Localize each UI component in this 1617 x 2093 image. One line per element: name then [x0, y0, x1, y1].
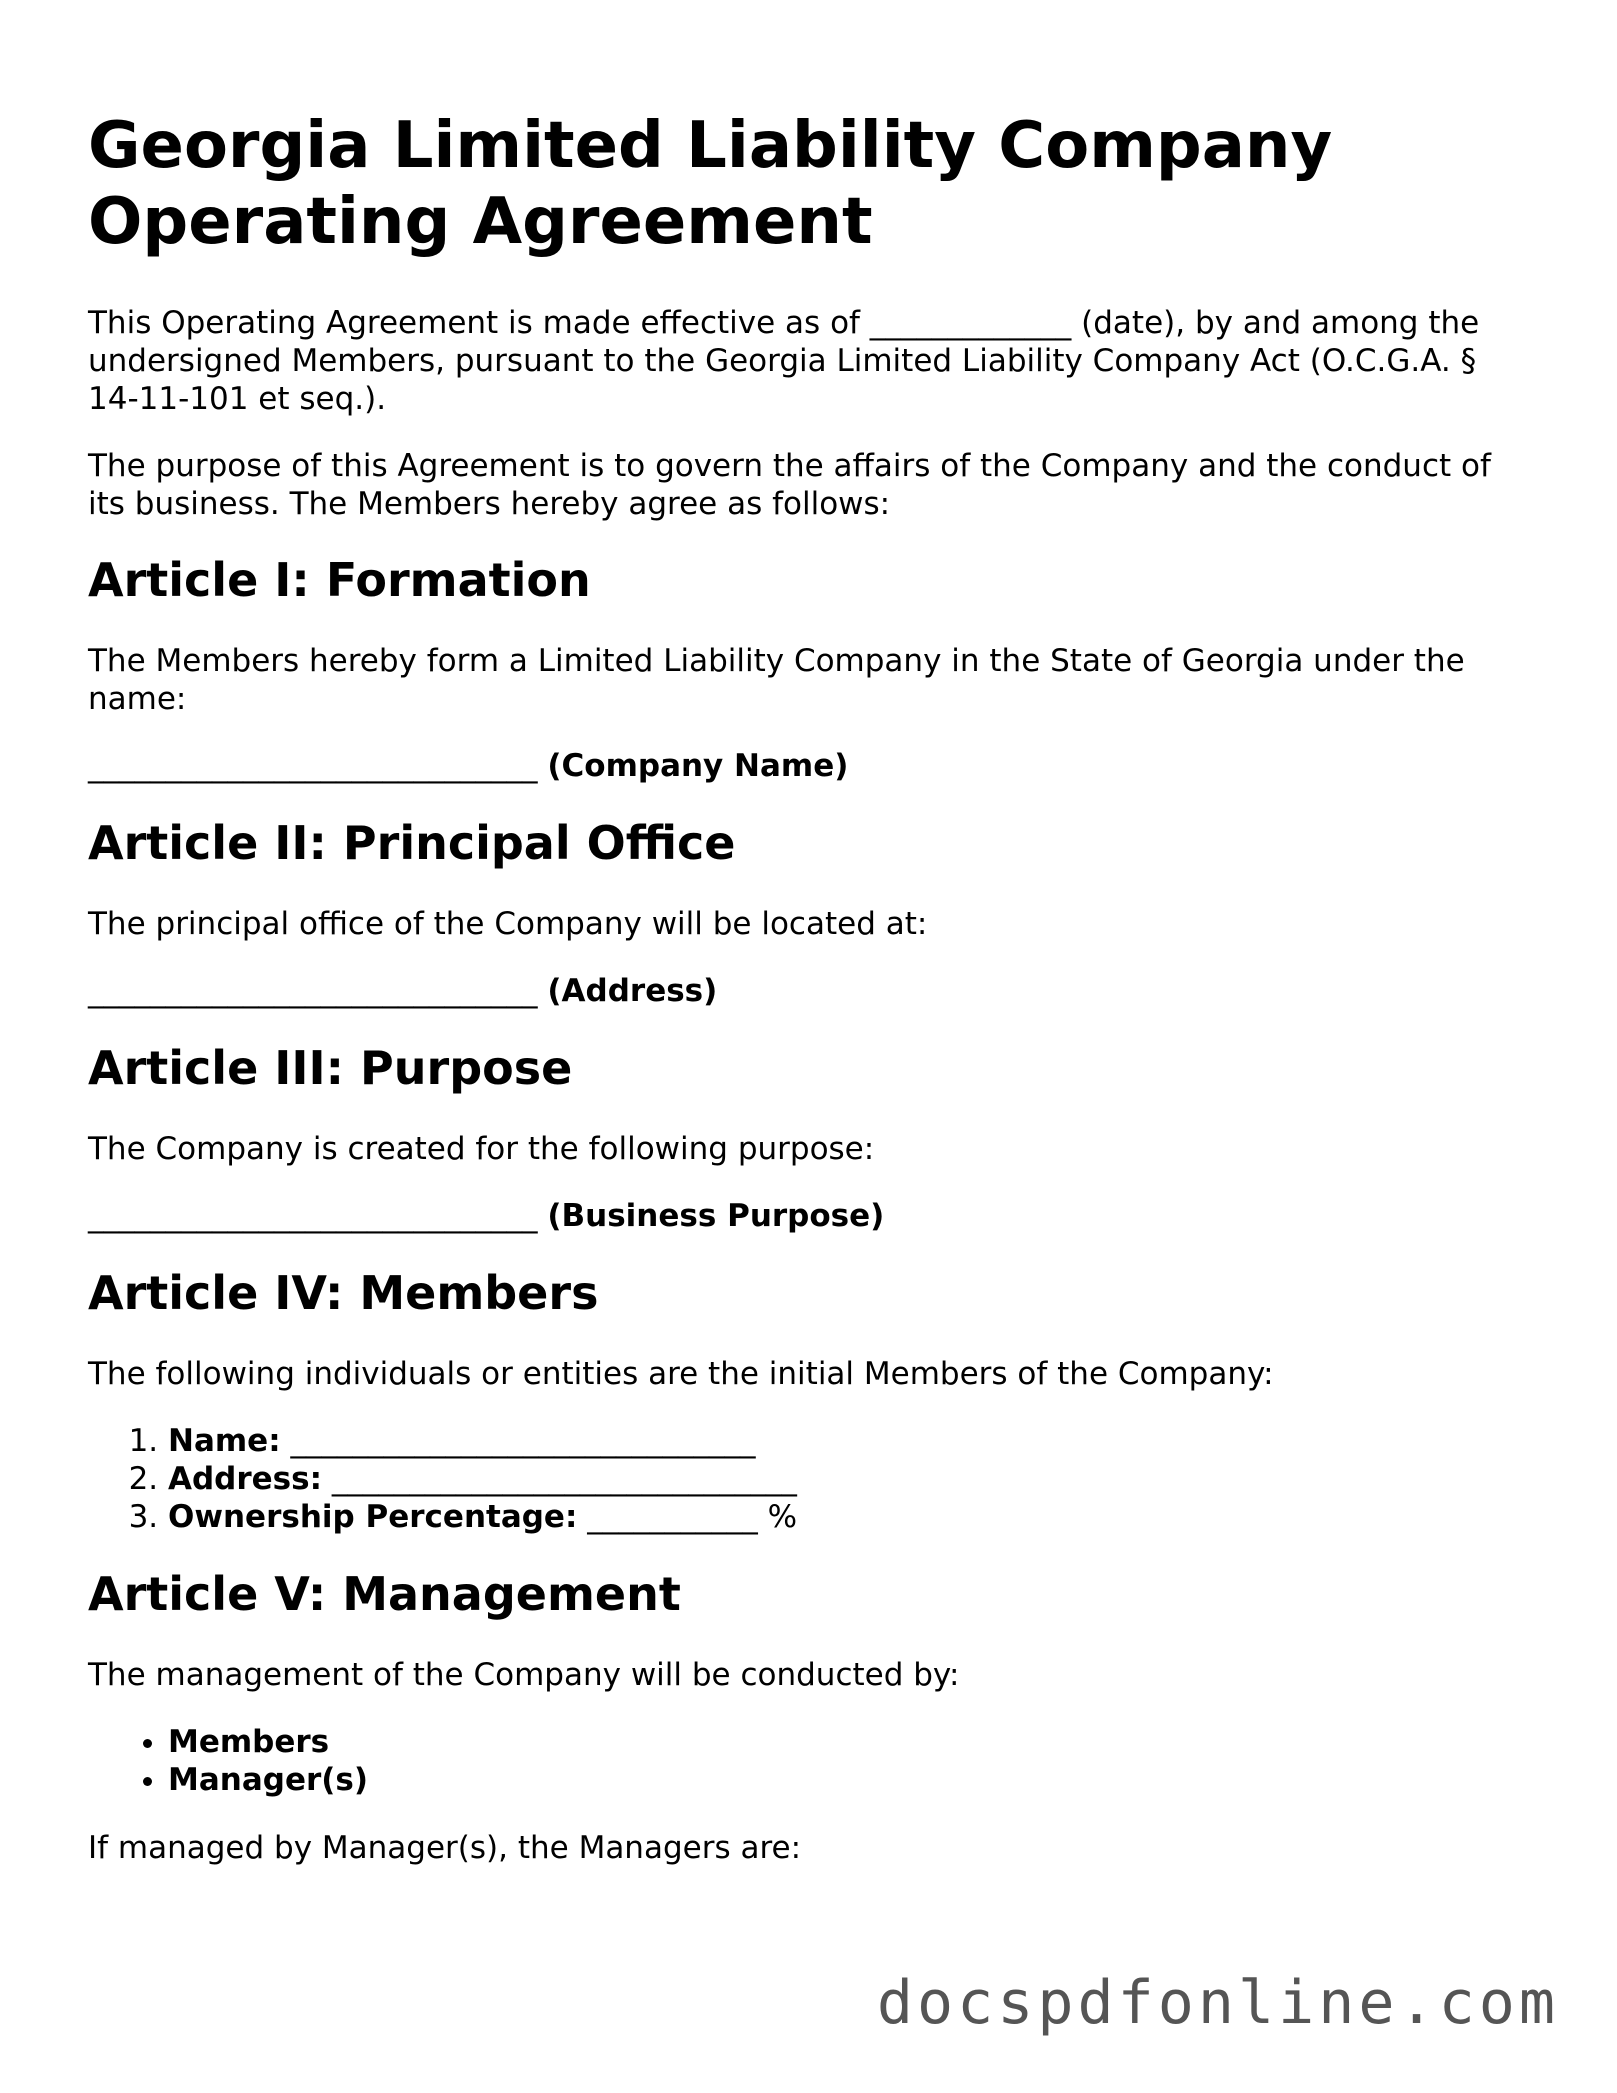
article-3-text: The Company is created for the following purpose: — [88, 1131, 875, 1167]
article-4-text: The following individuals or entities are the initial Members of the Company: — [88, 1356, 1274, 1392]
business-purpose-blank: _____________________________ — [88, 1198, 538, 1234]
company-name-blank: _____________________________ — [88, 748, 538, 784]
list-item — [168, 1422, 1528, 1460]
list-item — [168, 1498, 1528, 1536]
article-1-text: The Members hereby form a Limited Liability Company in the State of Georgia under the name: — [88, 643, 1465, 717]
list-item — [168, 1460, 1528, 1498]
document-title: Georgia Limited Liability Company Operating Agreement — [88, 109, 1333, 259]
ownership-percentage-label: Ownership Percentage: — [168, 1499, 578, 1535]
management-options-list — [88, 1723, 1528, 1799]
document-page — [88, 108, 1528, 1896]
ownership-percentage-blank: ___________ % — [587, 1499, 798, 1535]
member-name-label: Name: — [168, 1423, 281, 1459]
article-3-heading: Article III: Purpose — [88, 1041, 573, 1095]
business-purpose-label: (Business Purpose) — [547, 1198, 885, 1234]
list-item — [168, 1761, 1528, 1799]
business-purpose-field — [88, 1197, 1528, 1235]
watermark: docspdfonline.com — [876, 1968, 1559, 2038]
article-5-text: The management of the Company will be conducted by: — [88, 1657, 960, 1693]
member-address-blank: ______________________________ — [331, 1461, 797, 1497]
company-name-label: (Company Name) — [547, 748, 849, 784]
address-label: (Address) — [547, 973, 718, 1009]
members-list — [88, 1422, 1528, 1536]
managers-followup-text: If managed by Manager(s), the Managers are: — [88, 1830, 802, 1866]
article-2-text: The principal office of the Company will be located at: — [88, 906, 928, 942]
member-name-blank: ______________________________ — [290, 1423, 756, 1459]
address-field — [88, 972, 1528, 1010]
intro-paragraph-effective-date: This Operating Agreement is made effective as of _____________ (date), by and among the undersigned Members, pursuant to the Georgia Limited Liability Company Act (O.C.G.A. § 14-11-101 et seq.). — [88, 305, 1480, 417]
management-option-members: Members — [168, 1724, 330, 1760]
article-2-heading: Article II: Principal Office — [88, 816, 736, 870]
member-address-label: Address: — [168, 1461, 322, 1497]
article-5-heading: Article V: Management — [88, 1567, 681, 1621]
list-item — [168, 1723, 1528, 1761]
article-4-heading: Article IV: Members — [88, 1266, 599, 1320]
company-name-field — [88, 747, 1528, 785]
article-1-heading: Article I: Formation — [88, 553, 591, 607]
intro-paragraph-purpose: The purpose of this Agreement is to govern the affairs of the Company and the conduct of its business. The Members hereby agree as follows: — [88, 448, 1491, 522]
management-option-managers: Manager(s) — [168, 1762, 369, 1798]
address-blank: _____________________________ — [88, 973, 538, 1009]
